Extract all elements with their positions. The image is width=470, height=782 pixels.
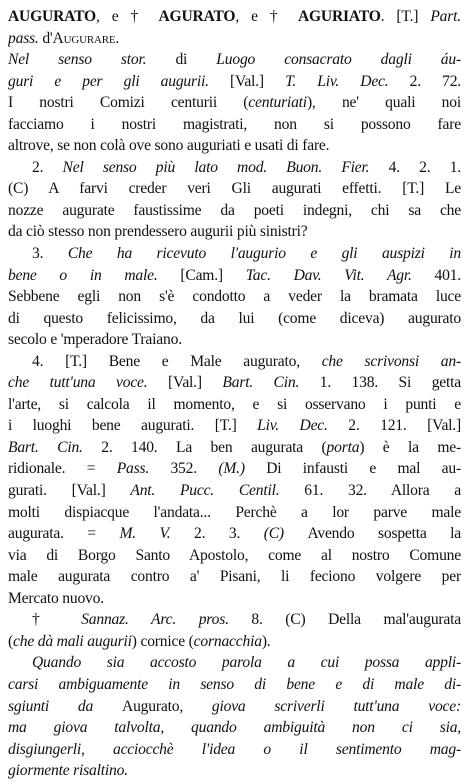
variant-headword: AGURATO <box>158 8 236 25</box>
part-of-speech: Part. <box>430 8 461 25</box>
italic-text: Nel senso più lato mod. Buon. Fier. <box>62 158 389 176</box>
text-line <box>8 437 461 459</box>
italic-text: Nel senso stor. <box>8 51 176 69</box>
text-line <box>8 394 461 416</box>
text-line <box>8 631 461 653</box>
italic-text: Liv. Dec. <box>257 417 349 435</box>
text-line <box>8 265 461 287</box>
italic-text: cornacchia <box>193 632 262 650</box>
text-line <box>8 372 461 394</box>
source-tag: . [T.] <box>380 8 431 25</box>
text-run: 352. <box>170 460 219 478</box>
text-line <box>8 415 461 437</box>
text-line <box>8 49 461 71</box>
text-run: (C) A farvi creder veri Gli augurati effetti. [T.] Le <box>8 180 461 198</box>
text-run: [Val.] <box>230 72 286 90</box>
text-run: ) cornice ( <box>131 632 194 650</box>
text-line <box>8 760 461 782</box>
italic-text: bene o in male. <box>8 266 181 284</box>
italic-text: che dà mali augurii <box>13 632 132 650</box>
text-line <box>8 221 461 243</box>
italic-text: (C) <box>263 525 308 543</box>
text-run: 401. <box>434 266 461 284</box>
text-run: Augurato <box>122 697 180 715</box>
text-run: 1. 138. Si getta <box>319 374 461 392</box>
text-run: ) è la me- <box>359 438 461 456</box>
text-line <box>8 286 461 308</box>
text-run: [Val.] <box>168 374 223 392</box>
text-line <box>8 178 461 200</box>
text-line <box>8 502 461 524</box>
italic-text: Ant. Pucc. Centil. <box>130 482 305 500</box>
text-run: 2. 121. [Val.] <box>348 417 461 435</box>
text-run: 2. <box>32 158 63 176</box>
text-run: 61. 32. Allora a <box>304 482 461 500</box>
text-run: di questo felicissimo, da lui (come diceva) augurato <box>8 309 461 327</box>
text-line <box>8 458 461 480</box>
text-run: molti dispiacque l'andata... Perchè a lor parve male <box>8 503 461 521</box>
text-line <box>8 523 461 545</box>
italic-text: Bart. Cin. <box>222 374 320 392</box>
italic-text: T. Liv. Dec. <box>285 72 410 90</box>
text-line <box>8 92 461 114</box>
italic-text: centuriati <box>248 94 307 112</box>
text-line <box>8 545 461 567</box>
italic-text: guri e per gli augurii. <box>8 72 231 90</box>
text-line <box>8 739 461 761</box>
text-run: 3. <box>32 245 68 263</box>
text-line <box>8 157 461 179</box>
headword: AUGURATO <box>8 8 96 25</box>
italic-text: Luogo consacrato dagli áu- <box>216 51 461 69</box>
text-run: via di Borgo Santo Apostolo, come al nostro Comune <box>8 546 461 564</box>
text-run: Avendo sospetta la <box>307 525 461 543</box>
etymology-line: pass. d'Augurare. <box>8 29 120 47</box>
text-run: i luoghi bene augurati. [T.] <box>8 417 258 435</box>
text-run: facciamo i nostri magistrati, non si possono fare <box>8 115 461 133</box>
text-run: † <box>32 611 82 629</box>
text-run: altrove, se non colà ove sono auguriati e usati di fare. <box>8 137 330 155</box>
italic-text: Bart. Cin. <box>8 438 102 456</box>
text-run: 8. (C) Della mal'augurata <box>251 611 461 629</box>
text-run: l'arte, si calcola il momento, e si osservano i punti e <box>8 395 461 413</box>
part-of-speech-cont: pass. <box>8 29 39 47</box>
italic-text: Pass. <box>116 460 171 478</box>
text-line <box>8 609 461 631</box>
text-line <box>8 243 461 265</box>
text-line <box>8 351 461 373</box>
italic-text: Sannaz. Arc. pros. <box>81 611 252 629</box>
italic-text: giormente risaltino. <box>8 762 128 780</box>
text-line <box>8 200 461 222</box>
text-line <box>8 480 461 502</box>
text-run: ( <box>8 632 13 650</box>
italic-text: M. V. <box>119 525 195 543</box>
entry-heading-line: AUGURATO, e † AGURATO, e † AGURIATO. [T.] Part. <box>8 8 461 25</box>
text-line <box>8 696 461 718</box>
italic-text: che tutt'una voce. <box>8 374 168 392</box>
text-line <box>8 114 461 136</box>
text-line <box>8 566 461 588</box>
text-run: ), ne' quali noi <box>306 94 461 112</box>
italic-text: porta <box>326 438 360 456</box>
text-line <box>8 308 461 330</box>
text-run: nozze augurate faustissime da poeti indegni, chi sa che <box>8 201 461 219</box>
text-run: secolo e 'mperadore Traiano. <box>8 331 182 349</box>
text-line <box>8 329 461 351</box>
text-run: 4. [T.] Bene e Male augurato, <box>32 352 322 370</box>
text-run: 2. 140. La ben augurata ( <box>101 438 327 456</box>
text-line <box>8 135 461 157</box>
text-run: augurata. = <box>8 525 120 543</box>
text-line <box>8 71 461 93</box>
italic-text: Tac. Dav. Vit. Agr. <box>245 266 435 284</box>
italic-text: che scrivonsi an- <box>321 352 461 370</box>
italic-text: (M.) <box>218 460 267 478</box>
entry-body <box>8 49 461 782</box>
text-run: Sebbene egli non s'è condotto a veder la bramata luce <box>8 288 461 306</box>
italic-text: ma giova talvolta, quando ambiguità non ci sia, <box>8 719 461 737</box>
italic-text: sgiunti da <box>8 697 123 715</box>
text-run: male augurata contro a' Pisani, li feciono volgere per <box>8 568 461 586</box>
italic-text: , giova scriverli tutt'una voce: <box>179 697 461 715</box>
text-line <box>8 588 461 610</box>
italic-text: carsi ambiguamente in senso di bene e di male di- <box>8 675 461 693</box>
text-run: 4. 2. 1. <box>388 158 461 176</box>
text-run: Mercato nuovo. <box>8 589 104 607</box>
text-line <box>8 674 461 696</box>
italic-text: disgiungerli, acciocchè l'idea o il sentimento mag- <box>8 740 461 758</box>
text-run: gurati. [Val.] <box>8 482 131 500</box>
variant-headword: AGURIATO <box>297 8 381 25</box>
text-run: 2. 72. <box>409 72 461 90</box>
italic-text: Quando sia accosto parola a cui possa appli- <box>32 654 461 672</box>
text-run: ridionale. = <box>8 460 117 478</box>
text-run: I nostri Comizi centurii ( <box>8 94 249 112</box>
text-run: [Cam.] <box>180 266 246 284</box>
text-line <box>8 652 461 674</box>
text-line <box>8 717 461 739</box>
text-run: da ciò stesso non prendessero augurii più sinistri? <box>8 223 308 241</box>
italic-text: Che ha ricevuto l'augurio e gli auspizi in <box>67 245 461 263</box>
text-run: di <box>175 51 217 69</box>
text-run: 2. 3. <box>194 525 264 543</box>
text-run: ). <box>261 632 271 650</box>
etymon: Augurare <box>52 29 116 47</box>
text-run: Di infausti e mal au- <box>266 460 461 478</box>
